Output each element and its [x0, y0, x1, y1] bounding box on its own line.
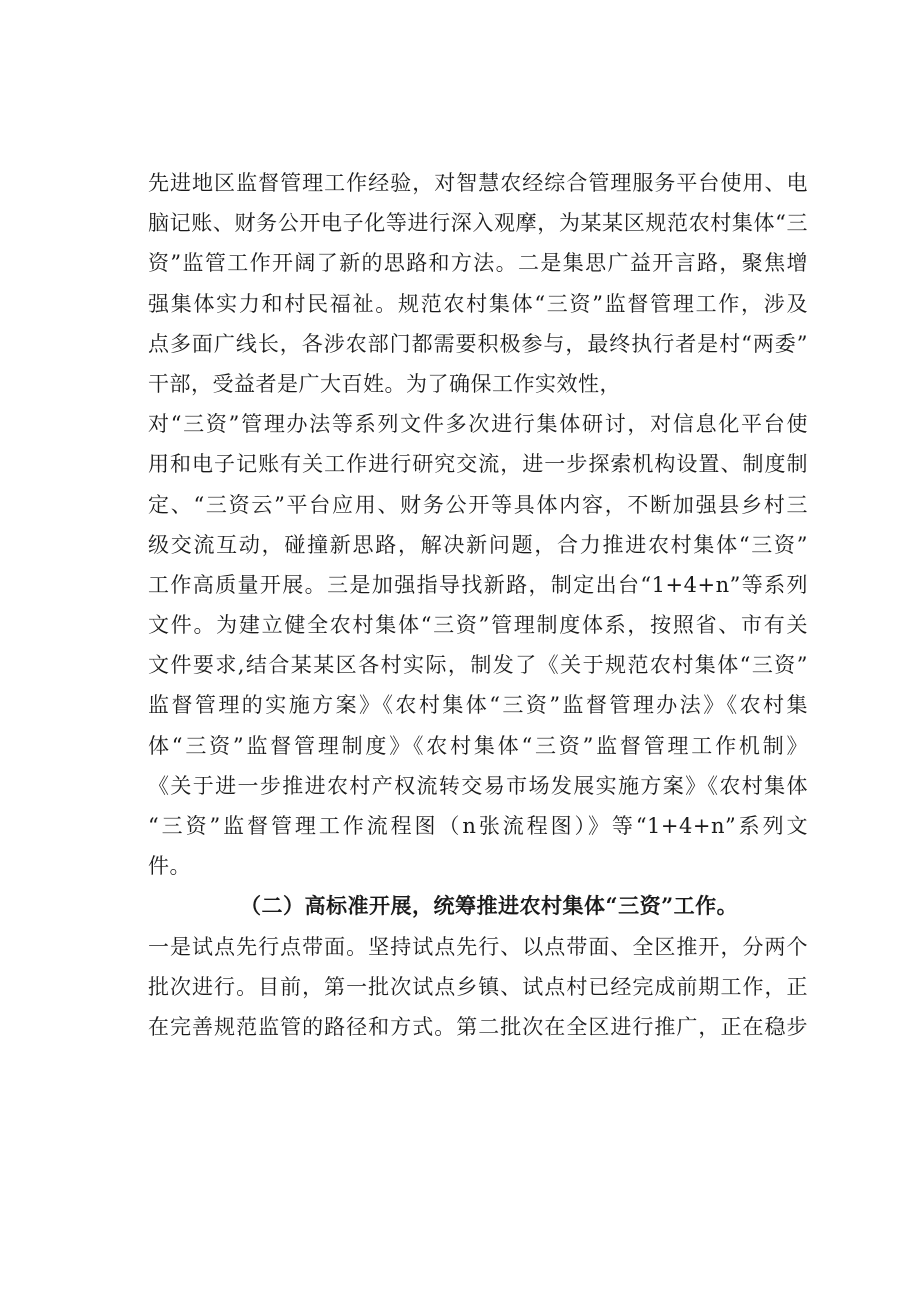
body-line: 级交流互动，碰撞新思路，解决新问题，合力推进农村集体“三资” — [148, 532, 808, 557]
body-line: 用和电子记账有关工作进行研究交流，进一步探索机构设置、制度制 — [148, 452, 808, 477]
section-heading: （二）高标准开展，统筹推进农村集体“三资”工作。 — [240, 893, 739, 919]
body-line: 定、“三资云”平台应用、财务公开等具体内容，不断加强县乡村三 — [148, 492, 808, 517]
body-line: 先进地区监督管理工作经验，对智慧农经综合管理服务平台使用、电 — [148, 171, 808, 195]
body-line: 强集体实力和村民福祉。规范农村集体“三资”监督管理工作，涉及 — [148, 291, 808, 316]
body-line: 资”监管工作开阔了新的思路和方法。二是集思广益开言路，聚焦增 — [148, 251, 808, 276]
body-line: 批次进行。目前，第一批次试点乡镇、试点村已经完成前期工作，正 — [148, 974, 808, 999]
body-line: 件。 — [148, 854, 191, 879]
body-line: 体“三资”监督管理制度》《农村集体“三资”监督管理工作机制》 — [148, 733, 808, 758]
body-line: 脑记账、财务公开电子化等进行深入观摩，为某某区规范农村集体“三 — [148, 211, 808, 236]
body-line: 点多面广线长，各涉农部门都需要积极参与，最终执行者是村“两委” — [148, 331, 808, 356]
body-line: “三资”监督管理工作流程图（n张流程图）》等“1+4+n”系列文 — [148, 814, 808, 838]
body-line: 文件要求,结合某某区各村实际，制发了《关于规范农村集体“三资” — [148, 653, 808, 678]
body-line: 干部，受益者是广大百姓。为了确保工作实效性， — [148, 371, 621, 396]
body-line: 文件。为建立健全农村集体“三资”管理制度体系，按照省、市有关 — [148, 613, 808, 638]
body-line: 工作高质量开展。三是加强指导找新路，制定出台“1+4+n”等系列 — [148, 572, 808, 597]
body-line: 《关于进一步推进农村产权流转交易市场发展实施方案》《农村集体 — [148, 773, 808, 798]
body-line: 监督管理的实施方案》《农村集体“三资”监督管理办法》《农村集 — [148, 693, 808, 718]
body-line: 对“三资”管理办法等系列文件多次进行集体研讨，对信息化平台使 — [148, 412, 808, 437]
body-line: 一是试点先行点带面。坚持试点先行、以点带面、全区推开，分两个 — [148, 934, 808, 959]
body-line: 在完善规范监管的路径和方式。第二批次在全区进行推广，正在稳步 — [148, 1014, 808, 1039]
document-body — [148, 163, 808, 1047]
